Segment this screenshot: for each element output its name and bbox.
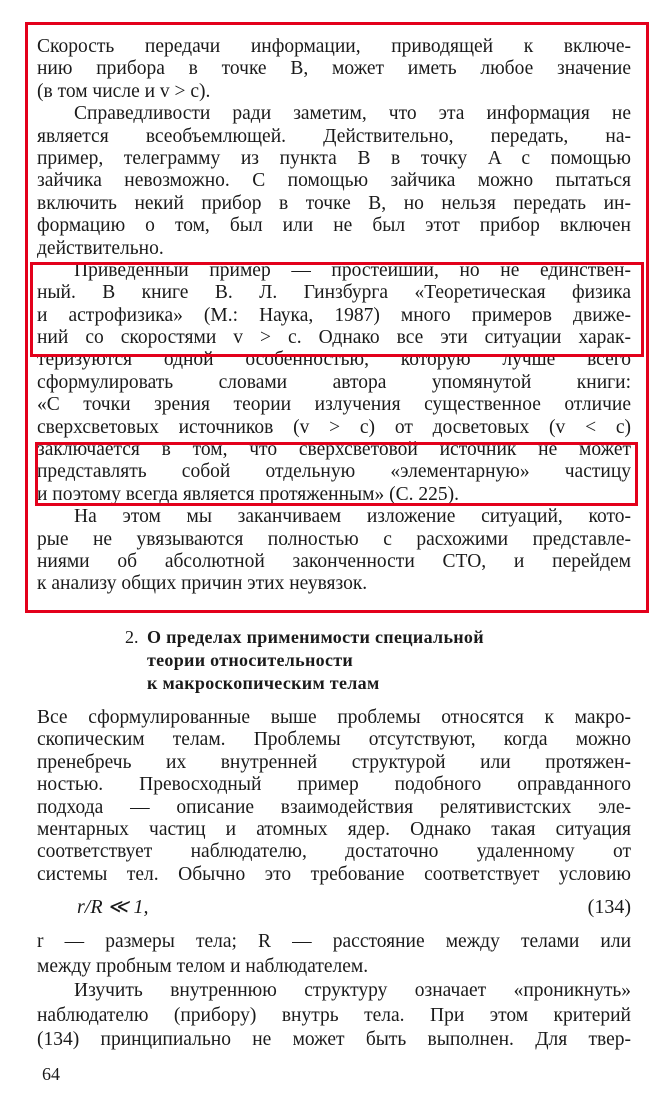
text-line: является всеобъемлющей. Действительно, передать, на- — [37, 125, 631, 147]
text-line: теризуются одной особенностью, которую лучше всего — [37, 349, 631, 371]
text-line: действительно. — [37, 237, 164, 259]
text-line: ностью. Превосходный пример подобного оправданного — [37, 774, 631, 796]
text-line: подхода — описание взаимодействия релятивистских эле- — [37, 796, 631, 818]
text-line: сформулировать словами автора упомянутой книги: — [37, 371, 631, 393]
text-line: системы тел. Обычно это требование соответствует условию — [37, 863, 631, 885]
text-line: между пробным телом и наблюдателем. — [37, 955, 369, 977]
text-line: и поэтому всегда является протяженным» (С. 225). — [37, 483, 459, 505]
text-line: представлять собой отдельную «элементарную» частицу — [37, 461, 631, 483]
text-line: наблюдателю (прибору) внутрь тела. При этом критерий — [37, 1004, 631, 1026]
text-line: скопическим телам. Проблемы отсутствуют, когда можно — [37, 729, 631, 751]
text-line: зайчика невозможно. С помощью зайчика можно пытаться — [37, 170, 631, 192]
text-line: (в том числе и v > c). — [37, 80, 211, 102]
equation-formula: r/R ≪ 1, — [77, 896, 149, 918]
section-number: 2. — [125, 627, 139, 647]
text-line: Изучить внутреннюю структуру означает «проникнуть» — [74, 980, 631, 1001]
section-title-line: О пределах применимости специальной — [147, 627, 484, 647]
highlighted-passage — [37, 36, 631, 596]
text-line: На этом мы заканчиваем изложение ситуаций, кото- — [74, 506, 631, 528]
text-line: ниями об абсолютной законченности СТО, и перейдем — [37, 550, 631, 572]
section-heading — [125, 626, 484, 695]
text-line: ментарных частиц и атомных ядер. Однако такая ситуация — [37, 818, 631, 840]
section-title-line: к макроскопическим телам — [147, 673, 380, 693]
equation-number: (134) — [587, 896, 631, 918]
text-line: пример, телеграмму из пункта B в точку A с помощью — [37, 147, 631, 169]
text-line: формацию о том, был или не был этот прибор включен — [37, 215, 631, 237]
section-body-continued — [37, 930, 631, 1053]
text-line: пренебречь их внутренней структурой или протяжен- — [37, 751, 631, 773]
text-line: Все сформулированные выше проблемы относятся к макро- — [37, 707, 631, 728]
text-line: Приведенный пример — простейший, но не единствен- — [74, 259, 631, 281]
text-line: ний со скоростями v > c. Однако все эти ситуации харак- — [37, 327, 631, 349]
text-line: к анализу общих причин этих неувязок. — [37, 573, 368, 595]
section-title-line: теории относительности — [147, 650, 354, 670]
text-line: (134) принципиально не может быть выполнен. Для твер- — [37, 1029, 631, 1050]
page-number: 64 — [42, 1064, 60, 1084]
text-line: нию прибора в точке B, может иметь любое значение — [37, 58, 631, 80]
text-line: и астрофизика» (М.: Наука, 1987) много примеров движе- — [37, 304, 631, 326]
text-line: «С точки зрения теории излучения существенное отличие — [37, 394, 631, 416]
text-line: рые не увязываются полностью с расхожими представле- — [37, 528, 631, 550]
text-line: сверхсветовых источников (v > c) от досветовых (v < c) — [37, 416, 631, 438]
text-line: r — размеры тела; R — расстояние между телами или — [37, 931, 631, 952]
text-line: Скорость передачи информации, приводящей к включе- — [37, 36, 631, 57]
text-line: Справедливости ради заметим, что эта информация не — [74, 103, 631, 125]
section-body — [37, 707, 631, 886]
text-line: включить некий прибор в точке B, но нельзя передать ин- — [37, 192, 631, 214]
text-line: соответствует наблюдателю, достаточно удаленному от — [37, 841, 631, 863]
text-line: ный. В книге В. Л. Гинзбурга «Теоретическая физика — [37, 282, 631, 304]
text-line: заключается в том, что сверхсветовой источник не может — [37, 439, 631, 461]
